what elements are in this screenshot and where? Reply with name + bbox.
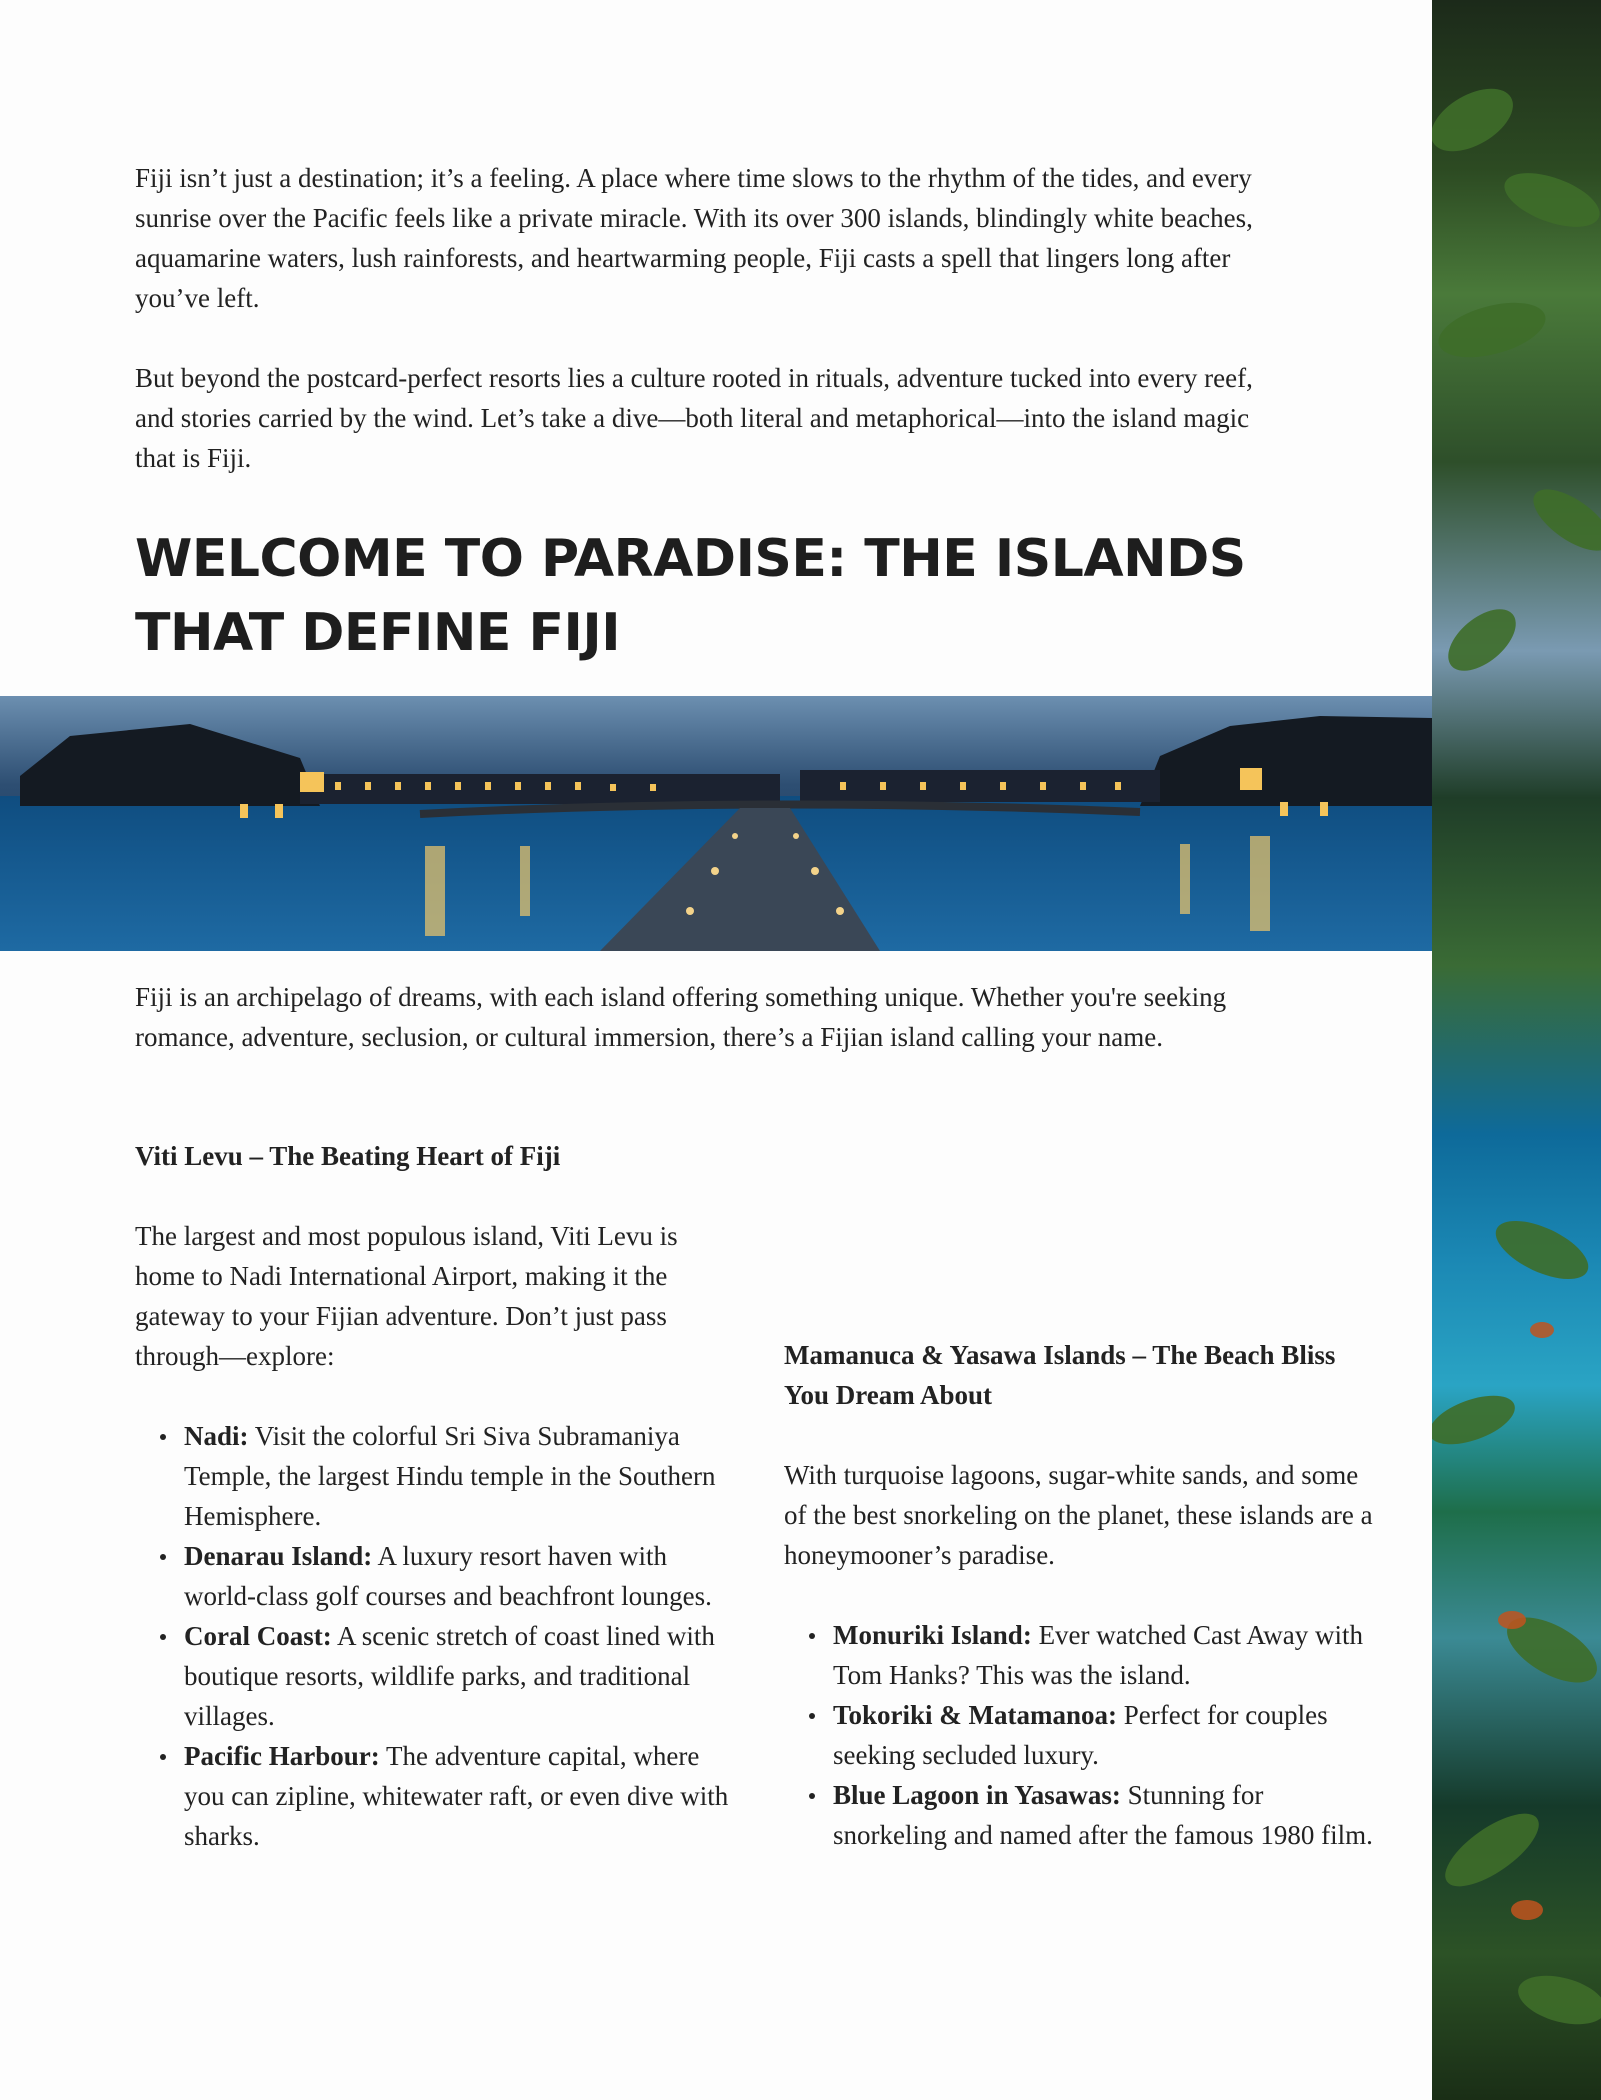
item-text: Stunning for snorkeling and named after the famous 1980 film. (833, 1780, 1373, 1850)
tropical-foliage-photo (1432, 0, 1601, 2100)
mamanuca-yasawa-section (784, 1335, 1384, 1855)
viti-levu-section (135, 1136, 735, 1856)
item-text: Visit the colorful Sri Siva Subramaniya Temple, the largest Hindu temple in the Southern Hemisphere. (184, 1421, 716, 1531)
overwater-bungalows-photo (0, 696, 1432, 951)
body-paragraph: With turquoise lagoons, sugar-white sands, and some of the best snorkeling on the planet, these islands are a honeymooner’s paradise. (784, 1460, 1373, 1570)
item-name: Pacific Harbour: (184, 1741, 380, 1771)
item-text: Ever watched Cast Away with Tom Hanks? This was the island. (833, 1620, 1363, 1690)
destination-list (784, 1615, 1384, 1855)
intro-section (135, 158, 1265, 518)
item-name: Monuriki Island: (833, 1620, 1032, 1650)
list-item (184, 1736, 735, 1856)
list-item (184, 1616, 735, 1736)
item-name: Nadi: (184, 1421, 249, 1451)
intro-paragraph: But beyond the postcard-perfect resorts lies a culture rooted in rituals, adventure tucked into every reef, and stories carried by the wind. Let’s take a dive—both literal and metaphorical—into the island magic that is Fiji. (135, 363, 1253, 473)
list-item (833, 1775, 1384, 1855)
intro-paragraph: Fiji isn’t just a destination; it’s a feeling. A place where time slows to the rhythm of the tides, and every sunrise over the Pacific feels like a private miracle. With its over 300 islands, blindingly white beaches, aquamarine waters, lush rainforests, and heartwarming people, Fiji casts a spell that lingers long after you’ve left. (135, 163, 1253, 313)
item-text: The adventure capital, where you can zipline, whitewater raft, or even dive with sharks. (184, 1741, 729, 1851)
list-item (833, 1615, 1384, 1695)
subheading: Mamanuca & Yasawa Islands – The Beach Bliss You Dream About (784, 1340, 1336, 1410)
section-heading: WELCOME TO PARADISE: THE ISLANDS THAT DEFINE FIJI (135, 529, 1246, 663)
item-name: Denarau Island: (184, 1541, 373, 1571)
destination-list (135, 1416, 735, 1856)
item-name: Coral Coast: (184, 1621, 332, 1651)
item-name: Tokoriki & Matamanoa: (833, 1700, 1118, 1730)
subheading: Viti Levu – The Beating Heart of Fiji (135, 1141, 561, 1171)
list-item (184, 1416, 735, 1536)
item-text: A luxury resort haven with world-class golf courses and beachfront lounges. (184, 1541, 712, 1611)
body-paragraph: The largest and most populous island, Viti Levu is home to Nadi International Airport, making it the gateway to your Fijian adventure. Don’t just pass through—explore: (135, 1221, 678, 1371)
item-name: Blue Lagoon in Yasawas: (833, 1780, 1121, 1810)
item-text: Perfect for couples seeking secluded luxury. (833, 1700, 1328, 1770)
lead-paragraph: Fiji is an archipelago of dreams, with each island offering something unique. Whether you're seeking romance, adventure, seclusion, or cultural immersion, there’s a Fijian island calling your name. (135, 982, 1227, 1052)
list-item (833, 1695, 1384, 1775)
list-item (184, 1536, 735, 1616)
item-text: A scenic stretch of coast lined with boutique resorts, wildlife parks, and traditional villages. (184, 1621, 715, 1731)
